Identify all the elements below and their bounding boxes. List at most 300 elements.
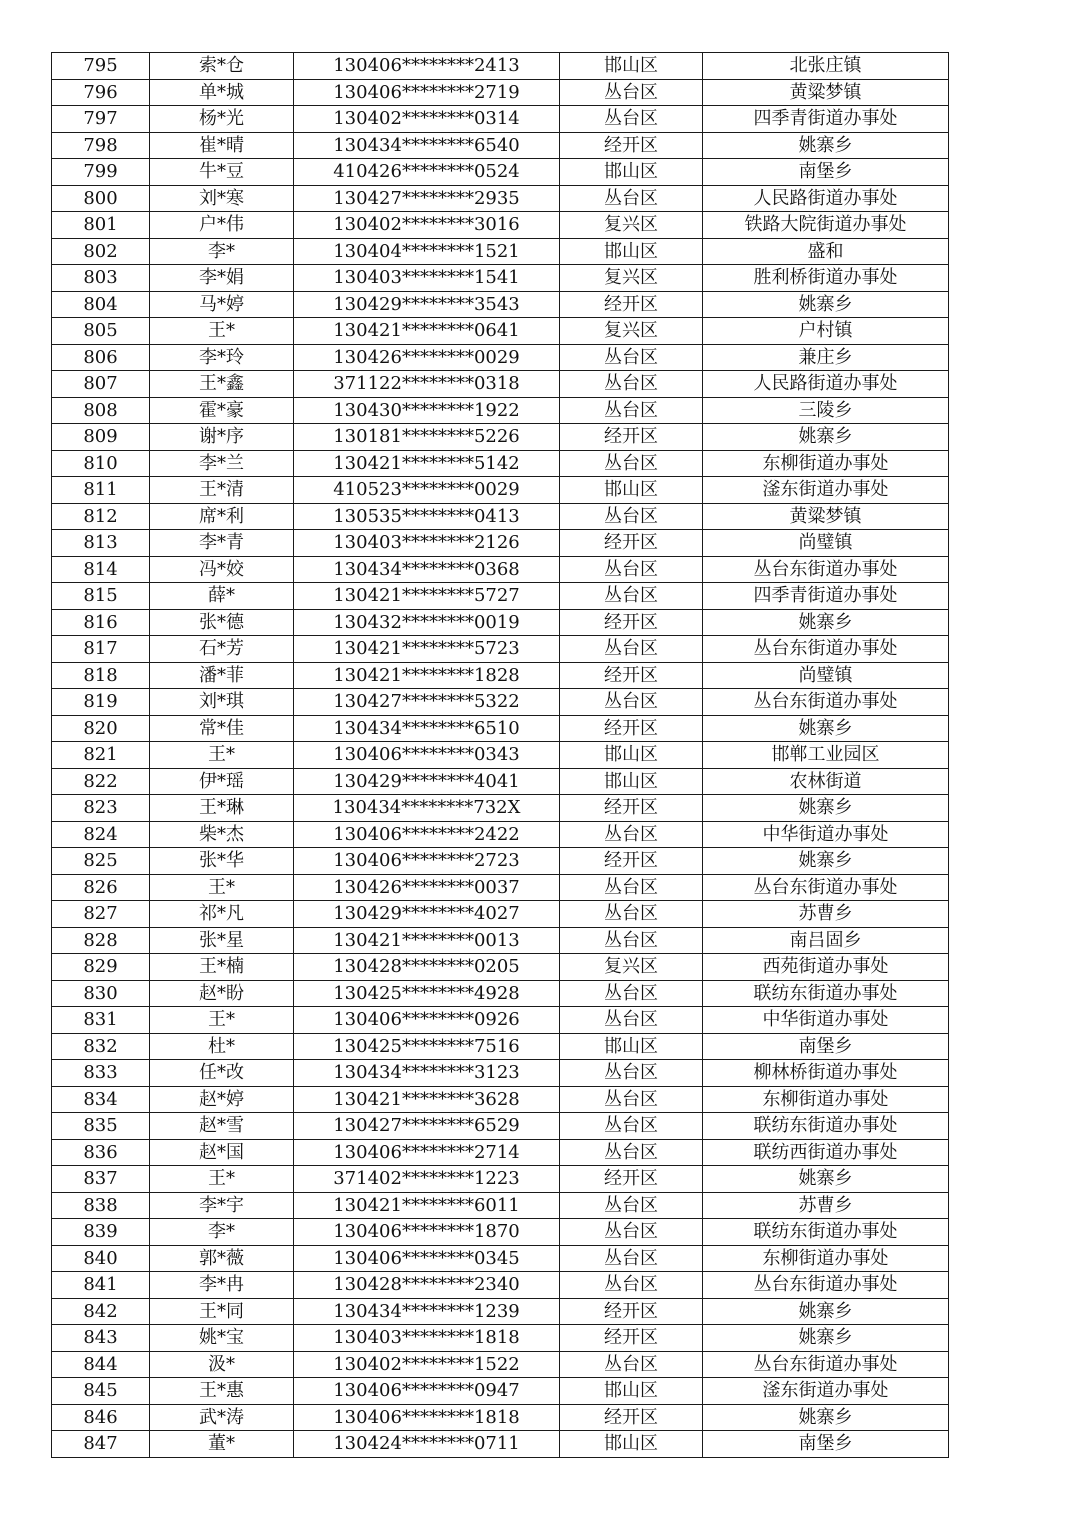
row-number-cell: 804 — [52, 291, 150, 318]
table-row — [52, 636, 949, 663]
id-number-cell: 130421********0013 — [294, 927, 560, 954]
subdistrict-cell: 丛台东街道办事处 — [703, 1272, 949, 1299]
table-row — [52, 1245, 949, 1272]
table-row — [52, 1033, 949, 1060]
subdistrict-cell: 兼庄乡 — [703, 344, 949, 371]
name-cell: 李* — [150, 1219, 294, 1246]
district-cell: 丛台区 — [560, 371, 703, 398]
subdistrict-cell: 联纺西街道办事处 — [703, 1139, 949, 1166]
district-cell: 丛台区 — [560, 79, 703, 106]
table-row — [52, 212, 949, 239]
subdistrict-cell: 姚寨乡 — [703, 291, 949, 318]
row-number-cell: 816 — [52, 609, 150, 636]
name-cell: 索*仓 — [150, 53, 294, 80]
roster-body — [52, 53, 949, 1458]
row-number-cell: 837 — [52, 1166, 150, 1193]
row-number-cell: 847 — [52, 1431, 150, 1458]
subdistrict-cell: 丛台东街道办事处 — [703, 874, 949, 901]
id-number-cell: 130434********732X — [294, 795, 560, 822]
id-number-cell: 130428********0205 — [294, 954, 560, 981]
subdistrict-cell: 滏东街道办事处 — [703, 1378, 949, 1405]
id-number-cell: 130402********3016 — [294, 212, 560, 239]
name-cell: 赵*盼 — [150, 980, 294, 1007]
row-number-cell: 801 — [52, 212, 150, 239]
district-cell: 丛台区 — [560, 901, 703, 928]
name-cell: 郭*薇 — [150, 1245, 294, 1272]
table-row — [52, 821, 949, 848]
table-row — [52, 503, 949, 530]
name-cell: 汲* — [150, 1351, 294, 1378]
id-number-cell: 130406********0343 — [294, 742, 560, 769]
id-number-cell: 130406********1870 — [294, 1219, 560, 1246]
name-cell: 李*玲 — [150, 344, 294, 371]
row-number-cell: 835 — [52, 1113, 150, 1140]
subdistrict-cell: 胜利桥街道办事处 — [703, 265, 949, 292]
name-cell: 赵*雪 — [150, 1113, 294, 1140]
table-row — [52, 318, 949, 345]
subdistrict-cell: 姚寨乡 — [703, 1298, 949, 1325]
table-row — [52, 1139, 949, 1166]
subdistrict-cell: 姚寨乡 — [703, 848, 949, 875]
subdistrict-cell: 西苑街道办事处 — [703, 954, 949, 981]
name-cell: 石*芳 — [150, 636, 294, 663]
name-cell: 刘*琪 — [150, 689, 294, 716]
district-cell: 丛台区 — [560, 636, 703, 663]
name-cell: 王* — [150, 318, 294, 345]
name-cell: 刘*寒 — [150, 185, 294, 212]
id-number-cell: 130406********2723 — [294, 848, 560, 875]
district-cell: 经开区 — [560, 715, 703, 742]
name-cell: 张*星 — [150, 927, 294, 954]
subdistrict-cell: 柳林桥街道办事处 — [703, 1060, 949, 1087]
row-number-cell: 798 — [52, 132, 150, 159]
district-cell: 经开区 — [560, 1298, 703, 1325]
id-number-cell: 130406********2413 — [294, 53, 560, 80]
row-number-cell: 844 — [52, 1351, 150, 1378]
id-number-cell: 130421********6011 — [294, 1192, 560, 1219]
table-row — [52, 1192, 949, 1219]
district-cell: 丛台区 — [560, 1245, 703, 1272]
id-number-cell: 130406********2719 — [294, 79, 560, 106]
subdistrict-cell: 姚寨乡 — [703, 1325, 949, 1352]
row-number-cell: 805 — [52, 318, 150, 345]
district-cell: 经开区 — [560, 795, 703, 822]
name-cell: 祁*凡 — [150, 901, 294, 928]
id-number-cell: 130403********1541 — [294, 265, 560, 292]
district-cell: 经开区 — [560, 291, 703, 318]
row-number-cell: 827 — [52, 901, 150, 928]
name-cell: 薛* — [150, 583, 294, 610]
district-cell: 邯山区 — [560, 238, 703, 265]
name-cell: 常*佳 — [150, 715, 294, 742]
table-row — [52, 344, 949, 371]
subdistrict-cell: 丛台东街道办事处 — [703, 556, 949, 583]
table-row — [52, 1060, 949, 1087]
id-number-cell: 130421********5723 — [294, 636, 560, 663]
district-cell: 丛台区 — [560, 397, 703, 424]
subdistrict-cell: 南吕固乡 — [703, 927, 949, 954]
id-number-cell: 130427********6529 — [294, 1113, 560, 1140]
table-row — [52, 1351, 949, 1378]
subdistrict-cell: 农林街道 — [703, 768, 949, 795]
subdistrict-cell: 丛台东街道办事处 — [703, 1351, 949, 1378]
district-cell: 丛台区 — [560, 874, 703, 901]
row-number-cell: 845 — [52, 1378, 150, 1405]
row-number-cell: 815 — [52, 583, 150, 610]
district-cell: 复兴区 — [560, 954, 703, 981]
district-cell: 经开区 — [560, 1404, 703, 1431]
row-number-cell: 828 — [52, 927, 150, 954]
id-number-cell: 371122********0318 — [294, 371, 560, 398]
row-number-cell: 830 — [52, 980, 150, 1007]
id-number-cell: 410426********0524 — [294, 159, 560, 186]
subdistrict-cell: 尚璧镇 — [703, 662, 949, 689]
id-number-cell: 130421********1828 — [294, 662, 560, 689]
id-number-cell: 130434********6540 — [294, 132, 560, 159]
name-cell: 伊*瑶 — [150, 768, 294, 795]
district-cell: 复兴区 — [560, 212, 703, 239]
district-cell: 经开区 — [560, 530, 703, 557]
roster-table — [51, 52, 949, 1458]
table-row — [52, 106, 949, 133]
row-number-cell: 797 — [52, 106, 150, 133]
subdistrict-cell: 黄粱梦镇 — [703, 79, 949, 106]
table-row — [52, 424, 949, 451]
table-row — [52, 79, 949, 106]
id-number-cell: 130535********0413 — [294, 503, 560, 530]
id-number-cell: 130427********5322 — [294, 689, 560, 716]
table-row — [52, 901, 949, 928]
table-row — [52, 556, 949, 583]
table-row — [52, 450, 949, 477]
district-cell: 丛台区 — [560, 689, 703, 716]
subdistrict-cell: 四季青街道办事处 — [703, 106, 949, 133]
id-number-cell: 130181********5226 — [294, 424, 560, 451]
name-cell: 李*宇 — [150, 1192, 294, 1219]
table-row — [52, 795, 949, 822]
name-cell: 张*德 — [150, 609, 294, 636]
name-cell: 王* — [150, 742, 294, 769]
name-cell: 姚*宝 — [150, 1325, 294, 1352]
subdistrict-cell: 姚寨乡 — [703, 424, 949, 451]
id-number-cell: 130426********0029 — [294, 344, 560, 371]
table-row — [52, 291, 949, 318]
subdistrict-cell: 东柳街道办事处 — [703, 450, 949, 477]
subdistrict-cell: 三陵乡 — [703, 397, 949, 424]
row-number-cell: 814 — [52, 556, 150, 583]
subdistrict-cell: 南堡乡 — [703, 159, 949, 186]
table-row — [52, 159, 949, 186]
id-number-cell: 130429********4041 — [294, 768, 560, 795]
subdistrict-cell: 丛台东街道办事处 — [703, 636, 949, 663]
id-number-cell: 130402********0314 — [294, 106, 560, 133]
name-cell: 单*城 — [150, 79, 294, 106]
row-number-cell: 809 — [52, 424, 150, 451]
subdistrict-cell: 东柳街道办事处 — [703, 1245, 949, 1272]
district-cell: 丛台区 — [560, 1060, 703, 1087]
subdistrict-cell: 姚寨乡 — [703, 132, 949, 159]
table-row — [52, 980, 949, 1007]
district-cell: 丛台区 — [560, 1219, 703, 1246]
id-number-cell: 130427********2935 — [294, 185, 560, 212]
row-number-cell: 812 — [52, 503, 150, 530]
row-number-cell: 823 — [52, 795, 150, 822]
row-number-cell: 831 — [52, 1007, 150, 1034]
subdistrict-cell: 铁路大院街道办事处 — [703, 212, 949, 239]
district-cell: 邯山区 — [560, 477, 703, 504]
row-number-cell: 829 — [52, 954, 150, 981]
table-row — [52, 1404, 949, 1431]
row-number-cell: 825 — [52, 848, 150, 875]
row-number-cell: 846 — [52, 1404, 150, 1431]
name-cell: 董* — [150, 1431, 294, 1458]
district-cell: 经开区 — [560, 1166, 703, 1193]
district-cell: 丛台区 — [560, 106, 703, 133]
row-number-cell: 840 — [52, 1245, 150, 1272]
row-number-cell: 842 — [52, 1298, 150, 1325]
subdistrict-cell: 盛和 — [703, 238, 949, 265]
table-row — [52, 238, 949, 265]
subdistrict-cell: 南堡乡 — [703, 1431, 949, 1458]
subdistrict-cell: 人民路街道办事处 — [703, 185, 949, 212]
row-number-cell: 820 — [52, 715, 150, 742]
district-cell: 丛台区 — [560, 583, 703, 610]
name-cell: 王*清 — [150, 477, 294, 504]
district-cell: 经开区 — [560, 1325, 703, 1352]
table-row — [52, 768, 949, 795]
name-cell: 李* — [150, 238, 294, 265]
name-cell: 潘*菲 — [150, 662, 294, 689]
row-number-cell: 806 — [52, 344, 150, 371]
name-cell: 王*同 — [150, 1298, 294, 1325]
subdistrict-cell: 东柳街道办事处 — [703, 1086, 949, 1113]
district-cell: 经开区 — [560, 609, 703, 636]
district-cell: 丛台区 — [560, 927, 703, 954]
district-cell: 丛台区 — [560, 1192, 703, 1219]
district-cell: 丛台区 — [560, 1113, 703, 1140]
subdistrict-cell: 北张庄镇 — [703, 53, 949, 80]
subdistrict-cell: 中华街道办事处 — [703, 821, 949, 848]
subdistrict-cell: 滏东街道办事处 — [703, 477, 949, 504]
id-number-cell: 130434********1239 — [294, 1298, 560, 1325]
id-number-cell: 130403********1818 — [294, 1325, 560, 1352]
name-cell: 李*青 — [150, 530, 294, 557]
table-row — [52, 265, 949, 292]
subdistrict-cell: 姚寨乡 — [703, 609, 949, 636]
id-number-cell: 130426********0037 — [294, 874, 560, 901]
district-cell: 经开区 — [560, 132, 703, 159]
district-cell: 丛台区 — [560, 980, 703, 1007]
district-cell: 邯山区 — [560, 159, 703, 186]
table-row — [52, 927, 949, 954]
table-row — [52, 53, 949, 80]
row-number-cell: 800 — [52, 185, 150, 212]
table-row — [52, 1166, 949, 1193]
name-cell: 赵*国 — [150, 1139, 294, 1166]
row-number-cell: 838 — [52, 1192, 150, 1219]
id-number-cell: 130421********5142 — [294, 450, 560, 477]
name-cell: 马*婷 — [150, 291, 294, 318]
district-cell: 丛台区 — [560, 821, 703, 848]
district-cell: 丛台区 — [560, 1272, 703, 1299]
id-number-cell: 130430********1922 — [294, 397, 560, 424]
table-row — [52, 715, 949, 742]
id-number-cell: 130403********2126 — [294, 530, 560, 557]
row-number-cell: 822 — [52, 768, 150, 795]
subdistrict-cell: 中华街道办事处 — [703, 1007, 949, 1034]
id-number-cell: 130429********4027 — [294, 901, 560, 928]
subdistrict-cell: 人民路街道办事处 — [703, 371, 949, 398]
name-cell: 户*伟 — [150, 212, 294, 239]
id-number-cell: 130424********0711 — [294, 1431, 560, 1458]
table-row — [52, 689, 949, 716]
subdistrict-cell: 丛台东街道办事处 — [703, 689, 949, 716]
district-cell: 丛台区 — [560, 503, 703, 530]
row-number-cell: 839 — [52, 1219, 150, 1246]
subdistrict-cell: 黄粱梦镇 — [703, 503, 949, 530]
district-cell: 经开区 — [560, 424, 703, 451]
district-cell: 经开区 — [560, 848, 703, 875]
name-cell: 李*兰 — [150, 450, 294, 477]
id-number-cell: 130402********1522 — [294, 1351, 560, 1378]
id-number-cell: 130428********2340 — [294, 1272, 560, 1299]
id-number-cell: 130429********3543 — [294, 291, 560, 318]
id-number-cell: 130406********2714 — [294, 1139, 560, 1166]
table-row — [52, 742, 949, 769]
row-number-cell: 826 — [52, 874, 150, 901]
district-cell: 丛台区 — [560, 450, 703, 477]
name-cell: 王* — [150, 1166, 294, 1193]
table-row — [52, 397, 949, 424]
district-cell: 邯山区 — [560, 53, 703, 80]
district-cell: 丛台区 — [560, 1086, 703, 1113]
id-number-cell: 130404********1521 — [294, 238, 560, 265]
district-cell: 经开区 — [560, 662, 703, 689]
table-row — [52, 530, 949, 557]
subdistrict-cell: 苏曹乡 — [703, 1192, 949, 1219]
id-number-cell: 130406********2422 — [294, 821, 560, 848]
name-cell: 王*楠 — [150, 954, 294, 981]
subdistrict-cell: 姚寨乡 — [703, 1166, 949, 1193]
table-row — [52, 874, 949, 901]
id-number-cell: 130425********4928 — [294, 980, 560, 1007]
row-number-cell: 803 — [52, 265, 150, 292]
row-number-cell: 818 — [52, 662, 150, 689]
table-row — [52, 185, 949, 212]
subdistrict-cell: 姚寨乡 — [703, 715, 949, 742]
name-cell: 赵*婷 — [150, 1086, 294, 1113]
subdistrict-cell: 苏曹乡 — [703, 901, 949, 928]
table-row — [52, 848, 949, 875]
row-number-cell: 808 — [52, 397, 150, 424]
name-cell: 牛*豆 — [150, 159, 294, 186]
row-number-cell: 807 — [52, 371, 150, 398]
id-number-cell: 130432********0019 — [294, 609, 560, 636]
district-cell: 邯山区 — [560, 1378, 703, 1405]
row-number-cell: 836 — [52, 1139, 150, 1166]
row-number-cell: 802 — [52, 238, 150, 265]
name-cell: 霍*豪 — [150, 397, 294, 424]
district-cell: 丛台区 — [560, 185, 703, 212]
id-number-cell: 410523********0029 — [294, 477, 560, 504]
row-number-cell: 821 — [52, 742, 150, 769]
subdistrict-cell: 南堡乡 — [703, 1033, 949, 1060]
subdistrict-cell: 四季青街道办事处 — [703, 583, 949, 610]
district-cell: 邯山区 — [560, 768, 703, 795]
name-cell: 武*涛 — [150, 1404, 294, 1431]
id-number-cell: 130434********6510 — [294, 715, 560, 742]
id-number-cell: 130421********0641 — [294, 318, 560, 345]
row-number-cell: 796 — [52, 79, 150, 106]
id-number-cell: 371402********1223 — [294, 1166, 560, 1193]
district-cell: 邯山区 — [560, 1431, 703, 1458]
table-row — [52, 662, 949, 689]
name-cell: 李*冉 — [150, 1272, 294, 1299]
row-number-cell: 832 — [52, 1033, 150, 1060]
district-cell: 丛台区 — [560, 556, 703, 583]
table-row — [52, 1431, 949, 1458]
subdistrict-cell: 姚寨乡 — [703, 1404, 949, 1431]
subdistrict-cell: 联纺东街道办事处 — [703, 980, 949, 1007]
row-number-cell: 819 — [52, 689, 150, 716]
name-cell: 王*鑫 — [150, 371, 294, 398]
subdistrict-cell: 尚璧镇 — [703, 530, 949, 557]
name-cell: 王*琳 — [150, 795, 294, 822]
district-cell: 丛台区 — [560, 1351, 703, 1378]
id-number-cell: 130406********1818 — [294, 1404, 560, 1431]
name-cell: 王* — [150, 874, 294, 901]
name-cell: 王*惠 — [150, 1378, 294, 1405]
row-number-cell: 817 — [52, 636, 150, 663]
district-cell: 丛台区 — [560, 344, 703, 371]
district-cell: 邯山区 — [560, 742, 703, 769]
name-cell: 冯*姣 — [150, 556, 294, 583]
id-number-cell: 130406********0345 — [294, 1245, 560, 1272]
row-number-cell: 813 — [52, 530, 150, 557]
subdistrict-cell: 联纺东街道办事处 — [703, 1113, 949, 1140]
name-cell: 席*利 — [150, 503, 294, 530]
district-cell: 邯山区 — [560, 1033, 703, 1060]
table-row — [52, 1086, 949, 1113]
name-cell: 任*改 — [150, 1060, 294, 1087]
subdistrict-cell: 联纺东街道办事处 — [703, 1219, 949, 1246]
row-number-cell: 810 — [52, 450, 150, 477]
row-number-cell: 833 — [52, 1060, 150, 1087]
table-row — [52, 371, 949, 398]
row-number-cell: 824 — [52, 821, 150, 848]
id-number-cell: 130421********5727 — [294, 583, 560, 610]
row-number-cell: 841 — [52, 1272, 150, 1299]
table-row — [52, 1219, 949, 1246]
row-number-cell: 811 — [52, 477, 150, 504]
district-cell: 丛台区 — [560, 1139, 703, 1166]
table-row — [52, 1007, 949, 1034]
name-cell: 谢*序 — [150, 424, 294, 451]
name-cell: 杜* — [150, 1033, 294, 1060]
id-number-cell: 130406********0947 — [294, 1378, 560, 1405]
table-row — [52, 1113, 949, 1140]
row-number-cell: 799 — [52, 159, 150, 186]
district-cell: 复兴区 — [560, 265, 703, 292]
name-cell: 李*娟 — [150, 265, 294, 292]
table-row — [52, 954, 949, 981]
row-number-cell: 834 — [52, 1086, 150, 1113]
name-cell: 张*华 — [150, 848, 294, 875]
name-cell: 王* — [150, 1007, 294, 1034]
id-number-cell: 130425********7516 — [294, 1033, 560, 1060]
table-row — [52, 609, 949, 636]
table-row — [52, 1298, 949, 1325]
